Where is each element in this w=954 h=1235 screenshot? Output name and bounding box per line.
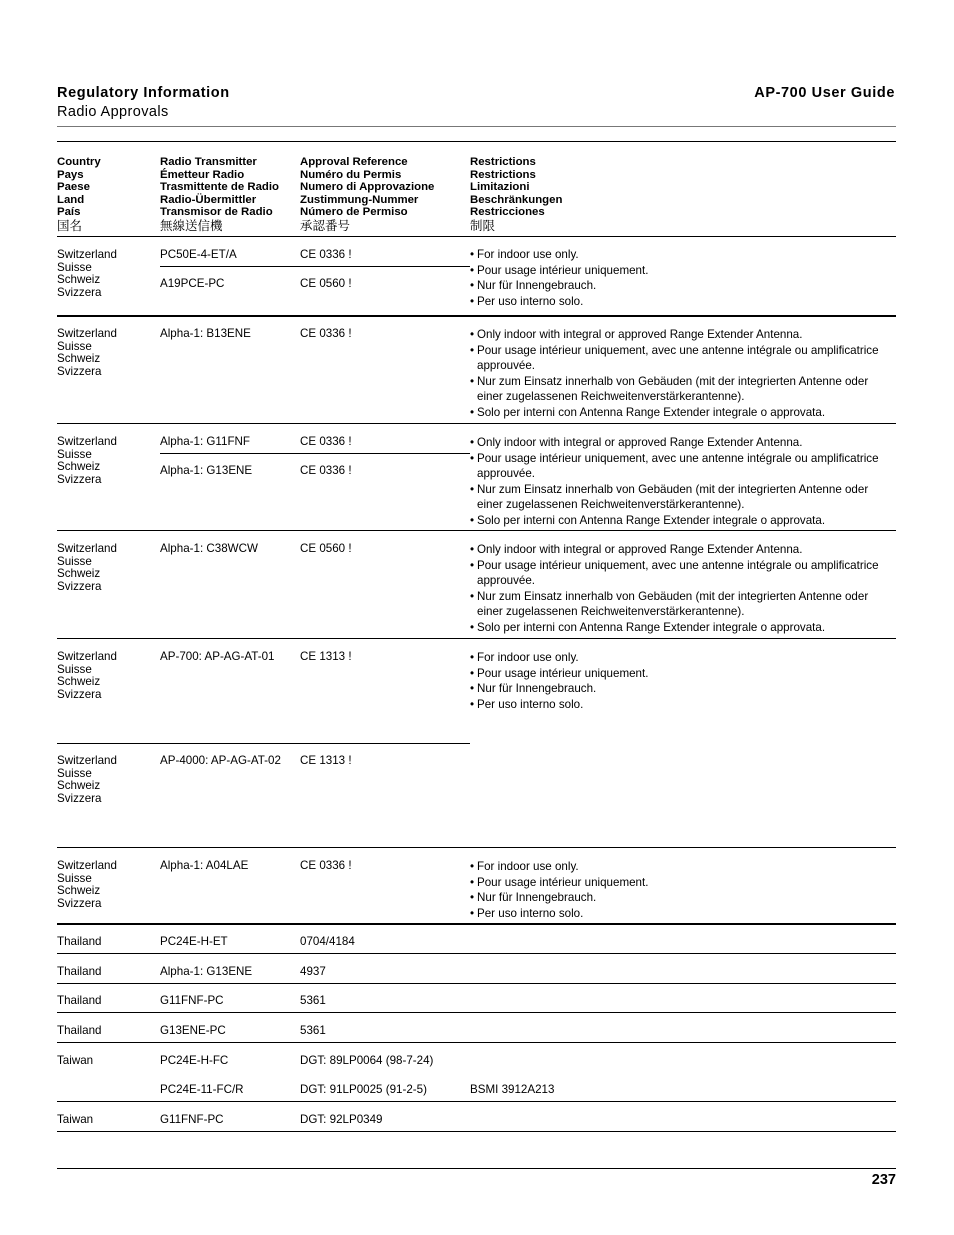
restriction-item: • Nur für Innengebrauch. xyxy=(470,890,896,906)
restriction-item: • Nur für Innengebrauch. xyxy=(470,681,896,697)
row-rule xyxy=(57,953,896,954)
approval-cell: DGT: 89LP0064 (98-7-24) xyxy=(300,1054,434,1067)
restrictions-list xyxy=(470,542,896,636)
transmitter-cell: Alpha-1: B13ENE xyxy=(160,327,251,340)
transmitter-cell: PC24E-11-FC/R xyxy=(160,1083,244,1096)
guide-title: AP-700 User Guide xyxy=(754,85,895,101)
approval-cell: 5361 xyxy=(300,1024,326,1037)
row-rule xyxy=(57,530,896,531)
heading-rule xyxy=(57,236,896,237)
restriction-item: • For indoor use only. xyxy=(470,650,896,666)
country-cell: Switzerland Suisse Schweiz Svizzera xyxy=(57,859,117,910)
restrictions-list xyxy=(470,650,896,712)
restrictions-list xyxy=(470,247,896,309)
sub-row-rule xyxy=(160,266,470,267)
restriction-item: • Nur zum Einsatz innerhalb von Gebäuden (mit der integrierten Antenne oder einer zugelassenen Reichweitenverstärkerantenne). xyxy=(470,374,896,405)
restriction-item: • Nur zum Einsatz innerhalb von Gebäuden (mit der integrierten Antenne oder einer zugelassenen Reichweitenverstärkerantenne). xyxy=(470,589,896,620)
country-cell: Taiwan xyxy=(57,1113,94,1126)
footer-rule xyxy=(57,1168,896,1169)
approval-cell: CE 0336 ! xyxy=(300,859,352,872)
restriction-item: • Only indoor with integral or approved Range Extender Antenna. xyxy=(470,435,896,451)
restriction-item: • Pour usage intérieur uniquement. xyxy=(470,666,896,682)
restriction-item: • Nur zum Einsatz innerhalb von Gebäuden (mit der integrierten Antenne oder einer zugelassenen Reichweitenverstärkerantenne). xyxy=(470,482,896,513)
restrictions-list xyxy=(470,435,896,529)
transmitter-cell: PC24E-H-FC xyxy=(160,1054,229,1067)
row-rule xyxy=(57,638,896,639)
restriction-item: • For indoor use only. xyxy=(470,247,896,263)
transmitter-cell: Alpha-1: G11FNF xyxy=(160,435,250,448)
restriction-item: • Pour usage intérieur uniquement. xyxy=(470,263,896,279)
country-cell: Switzerland Suisse Schweiz Svizzera xyxy=(57,435,117,486)
restriction-item: • Only indoor with integral or approved Range Extender Antenna. xyxy=(470,327,896,343)
restriction-item: • Solo per interni con Antenna Range Extender integrale o approvata. xyxy=(470,405,896,421)
approval-cell: 4937 xyxy=(300,965,326,978)
row-rule xyxy=(57,983,896,984)
restriction-item: • Solo per interni con Antenna Range Extender integrale o approvata. xyxy=(470,513,896,529)
country-cell: Thailand xyxy=(57,994,102,1007)
transmitter-cell: G13ENE-PC xyxy=(160,1024,226,1037)
row-rule xyxy=(57,1042,896,1043)
approval-cell: CE 0560 ! xyxy=(300,542,352,555)
section-title: Regulatory Information xyxy=(57,85,230,101)
restriction-item: • Per uso interno solo. xyxy=(470,697,896,713)
country-cell: Thailand xyxy=(57,1024,102,1037)
approval-cell: CE 1313 ! xyxy=(300,650,352,663)
page-number: 237 xyxy=(871,1172,896,1188)
restriction-item: • Pour usage intérieur uniquement, avec une antenne intégrale ou amplificatrice approuvée. xyxy=(470,451,896,482)
restriction-item: • Pour usage intérieur uniquement, avec une antenne intégrale ou amplificatrice approuvée. xyxy=(470,558,896,589)
restriction-item: • Per uso interno solo. xyxy=(470,906,896,922)
restriction-item: • Only indoor with integral or approved Range Extender Antenna. xyxy=(470,542,896,558)
approval-cell: 5361 xyxy=(300,994,326,1007)
transmitter-cell: G11FNF-PC xyxy=(160,994,224,1007)
country-cell: Switzerland Suisse Schweiz Svizzera xyxy=(57,650,117,701)
restriction-item: • Per uso interno solo. xyxy=(470,294,896,310)
approval-cell: CE 0560 ! xyxy=(300,277,352,290)
transmitter-cell: A19PCE-PC xyxy=(160,277,225,290)
sub-row-rule xyxy=(57,743,470,744)
restriction-item: • Pour usage intérieur uniquement. xyxy=(470,875,896,891)
col-head-restrictions: Restrictions Restrictions Limitazioni Beschränkungen Restricciones 制限 xyxy=(470,156,563,233)
header-rule xyxy=(57,126,896,127)
approval-cell: CE 0336 ! xyxy=(300,464,352,477)
approval-cell: DGT: 91LP0025 (91-2-5) xyxy=(300,1083,427,1096)
transmitter-cell: Alpha-1: G13ENE xyxy=(160,464,253,477)
restrictions-cell: BSMI 3912A213 xyxy=(470,1083,555,1096)
country-cell: Thailand xyxy=(57,935,102,948)
approval-cell: 0704/4184 xyxy=(300,935,355,948)
country-cell: Thailand xyxy=(57,965,102,978)
approval-cell: CE 0336 ! xyxy=(300,435,352,448)
transmitter-cell: AP-4000: AP-AG-AT-02 xyxy=(160,754,281,767)
transmitter-cell: Alpha-1: G13ENE xyxy=(160,965,253,978)
subsection-title: Radio Approvals xyxy=(57,104,169,120)
approval-cell: CE 1313 ! xyxy=(300,754,352,767)
restriction-item: • Pour usage intérieur uniquement, avec une antenne intégrale ou amplificatrice approuvée. xyxy=(470,343,896,374)
table-bottom-rule xyxy=(57,1131,896,1132)
country-cell: Taiwan xyxy=(57,1054,94,1067)
transmitter-cell: PC24E-H-ET xyxy=(160,935,228,948)
approval-cell: CE 0336 ! xyxy=(300,248,352,261)
table-top-rule xyxy=(57,141,896,142)
restriction-item: • For indoor use only. xyxy=(470,859,896,875)
row-rule xyxy=(57,1101,896,1102)
transmitter-cell: Alpha-1: C38WCW xyxy=(160,542,258,555)
transmitter-cell: AP-700: AP-AG-AT-01 xyxy=(160,650,275,663)
restrictions-list xyxy=(470,859,896,921)
row-rule xyxy=(57,1012,896,1013)
transmitter-cell: Alpha-1: A04LAE xyxy=(160,859,249,872)
approval-cell: DGT: 92LP0349 xyxy=(300,1113,383,1126)
country-cell: Switzerland Suisse Schweiz Svizzera xyxy=(57,248,117,299)
restriction-item: • Solo per interni con Antenna Range Extender integrale o approvata. xyxy=(470,620,896,636)
row-rule xyxy=(57,923,896,925)
sub-row-rule xyxy=(160,453,470,454)
country-cell: Switzerland Suisse Schweiz Svizzera xyxy=(57,754,117,805)
row-rule xyxy=(57,847,896,848)
restriction-item: • Nur für Innengebrauch. xyxy=(470,278,896,294)
row-rule xyxy=(57,315,896,317)
restrictions-list xyxy=(470,327,896,421)
transmitter-cell: PC50E-4-ET/A xyxy=(160,248,237,261)
col-head-approval: Approval Reference Numéro du Permis Numero di Approvazione Zustimmung-Nummer Número de Permiso 承認番号 xyxy=(300,156,435,233)
approval-cell: CE 0336 ! xyxy=(300,327,352,340)
country-cell: Switzerland Suisse Schweiz Svizzera xyxy=(57,542,117,593)
transmitter-cell: G11FNF-PC xyxy=(160,1113,224,1126)
col-head-country: Country Pays Paese Land País 国名 xyxy=(57,156,101,233)
row-rule xyxy=(57,423,896,424)
country-cell: Switzerland Suisse Schweiz Svizzera xyxy=(57,327,117,378)
col-head-transmitter: Radio Transmitter Émetteur Radio Trasmittente de Radio Radio-Übermittler Transmisor de Radio 無線送信機 xyxy=(160,156,279,233)
